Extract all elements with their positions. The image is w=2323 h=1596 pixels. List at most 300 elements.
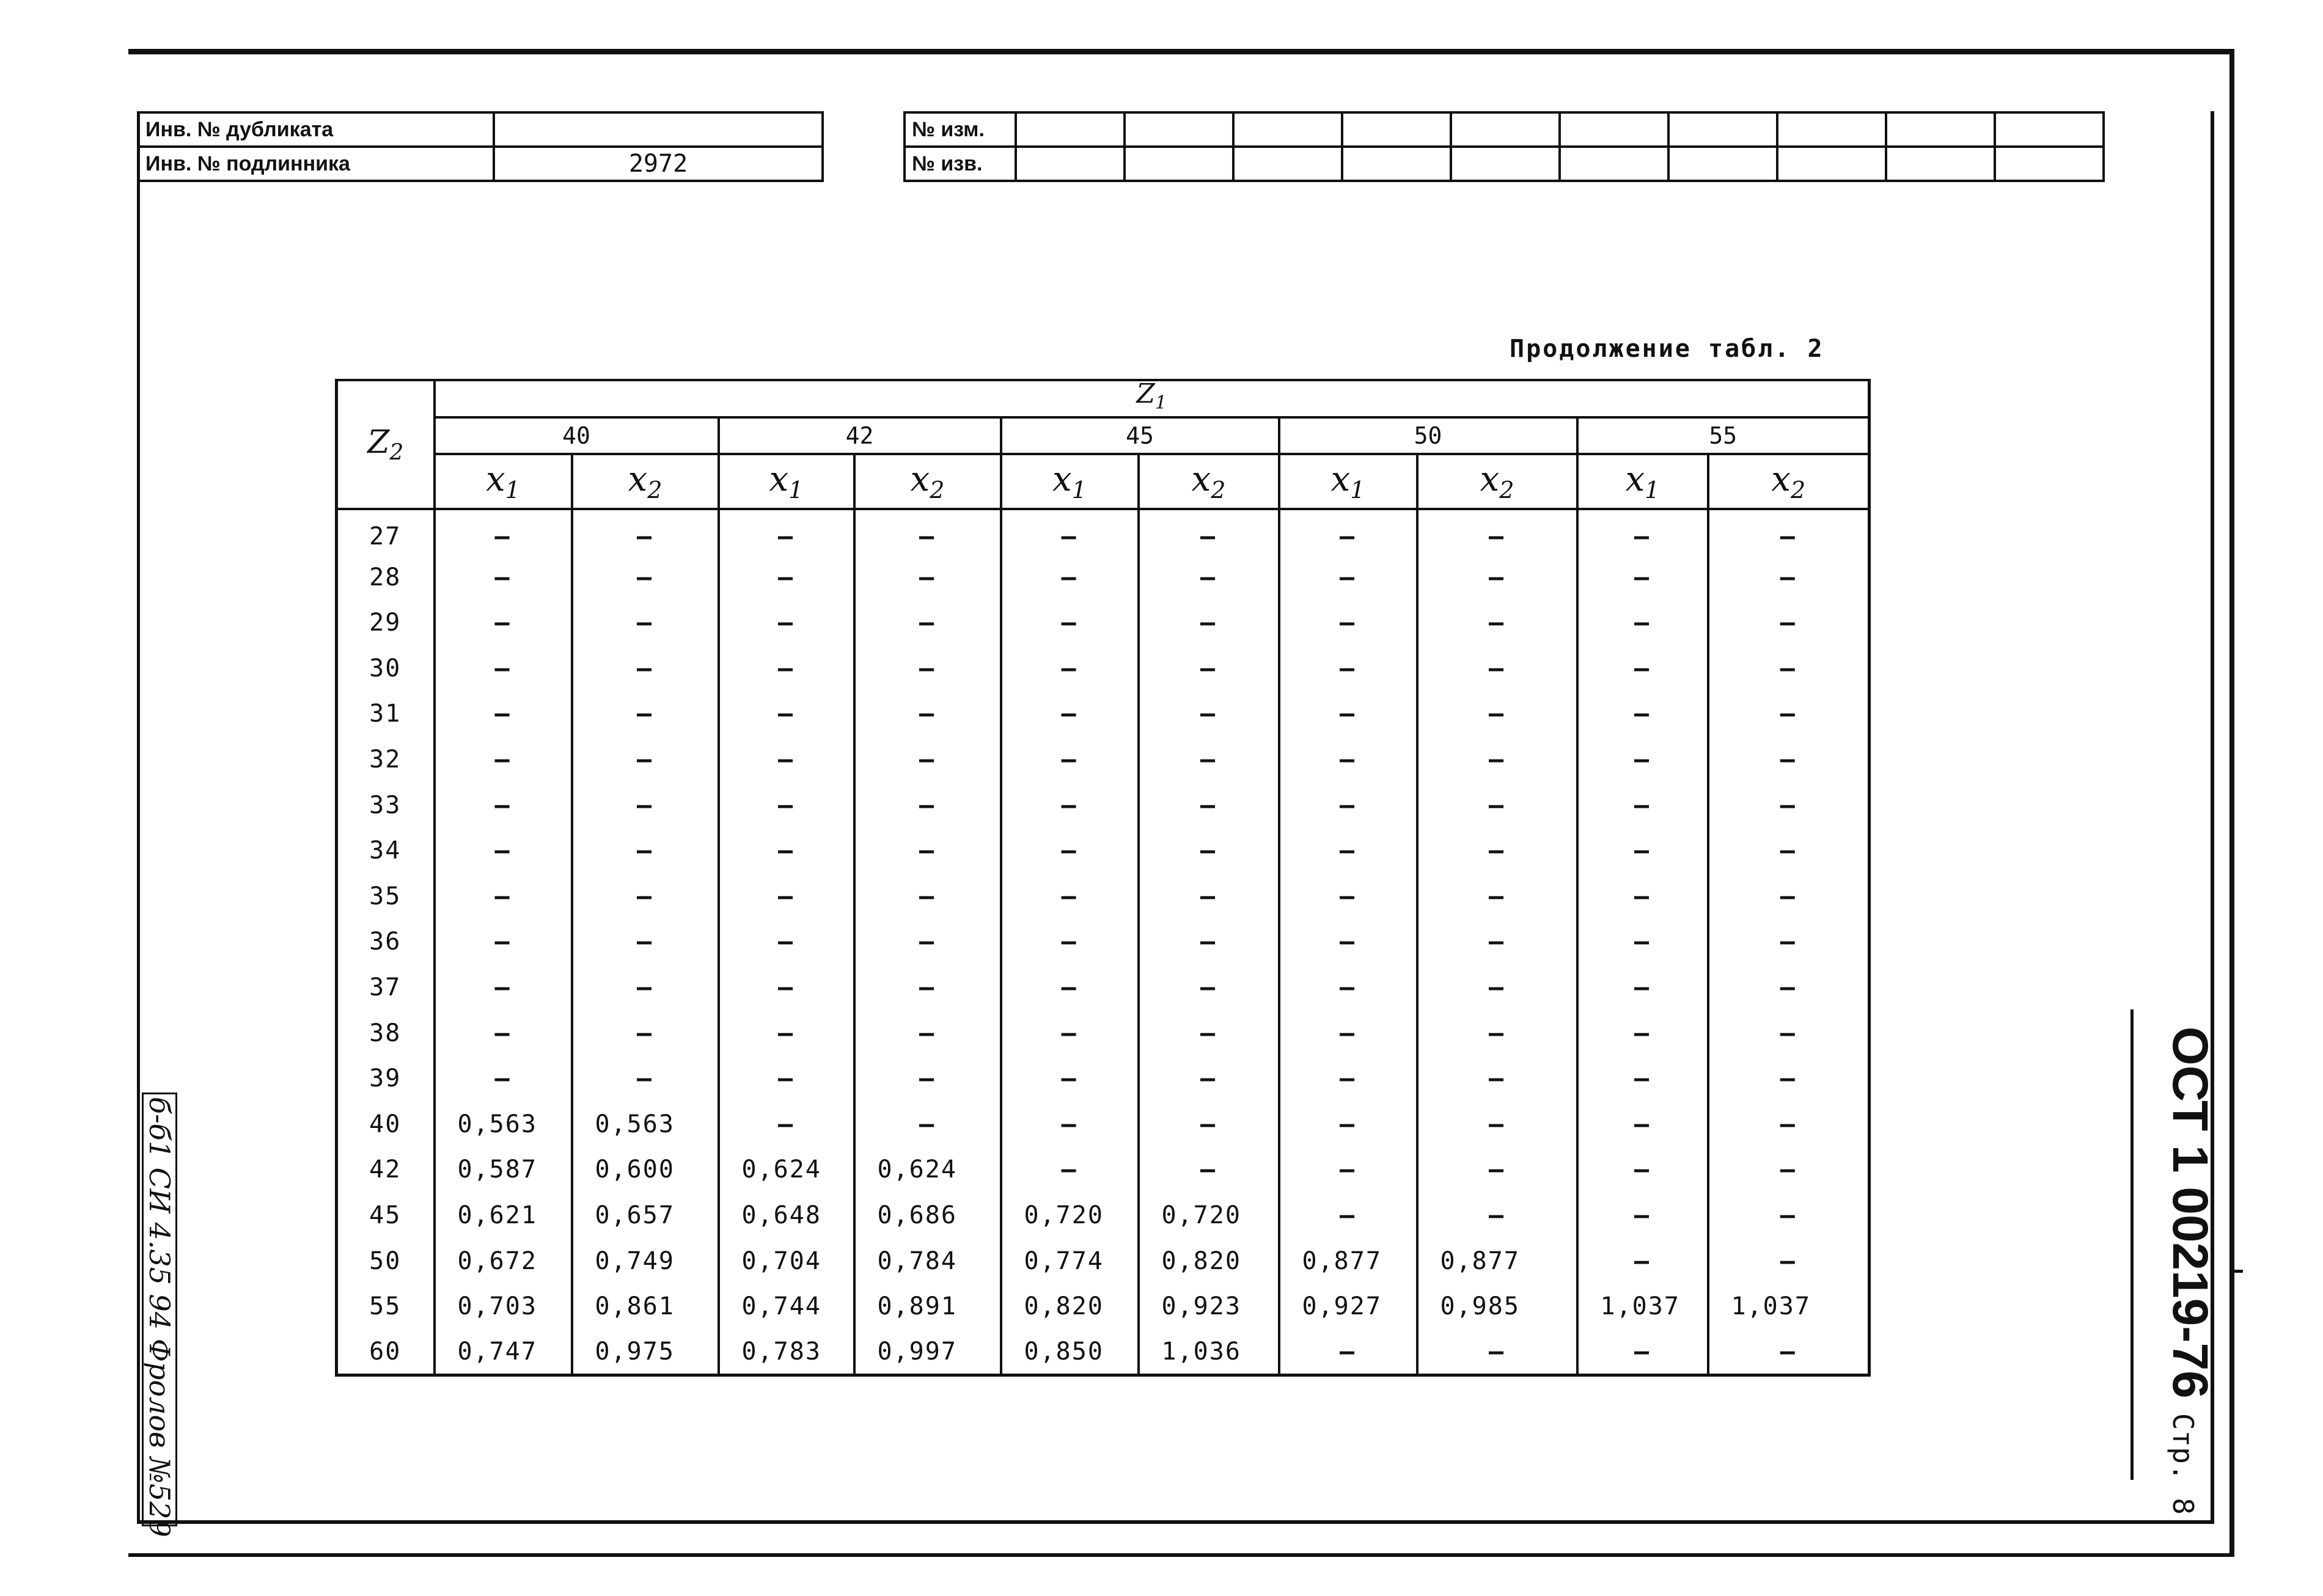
table-cell: – [719, 1010, 854, 1056]
table-cell: – [1001, 509, 1139, 555]
group-header: 45 [1001, 417, 1279, 454]
table-cell: – [719, 554, 854, 600]
top-rule [128, 49, 2234, 54]
table-cell: 0,927 [1279, 1284, 1417, 1330]
z2-value: 50 [337, 1238, 435, 1284]
table-cell: – [1279, 509, 1417, 555]
table-cell: 0,749 [572, 1238, 719, 1284]
table-cell: – [719, 1056, 854, 1102]
table-cell: – [1577, 828, 1708, 874]
table-cell: 0,600 [572, 1147, 719, 1193]
table-cell: – [1001, 691, 1139, 737]
table-cell: – [1139, 1102, 1279, 1148]
table-cell: – [1577, 737, 1708, 783]
z2-value: 29 [337, 600, 435, 646]
table-cell: 0,985 [1417, 1284, 1577, 1330]
table-cell: – [435, 691, 572, 737]
table-cell: – [719, 965, 854, 1011]
table-cell: – [1279, 1193, 1417, 1239]
table-cell: – [1139, 554, 1279, 600]
table-cell: 0,747 [435, 1329, 572, 1375]
table-row [337, 965, 1870, 1011]
x-subscript: 1 [788, 476, 804, 503]
table-cell: 0,686 [854, 1193, 1001, 1239]
table-row [337, 1284, 1870, 1330]
table-cell: – [572, 828, 719, 874]
table-cell: – [1708, 737, 1870, 783]
table-cell: 0,624 [854, 1147, 1001, 1193]
revision-box [903, 111, 2105, 182]
table-cell: – [1139, 646, 1279, 692]
table-cell: – [1708, 919, 1870, 965]
table-row [337, 919, 1870, 965]
table-cell: – [1577, 554, 1708, 600]
table-cell: – [1279, 1329, 1417, 1375]
table-cell: – [1417, 1147, 1577, 1193]
table-cell: – [719, 1102, 854, 1148]
table-cell: – [1417, 737, 1577, 783]
z2-value: 38 [337, 1010, 435, 1056]
z2-value: 40 [337, 1102, 435, 1148]
table-cell: – [854, 554, 1001, 600]
table-cell: – [854, 1010, 1001, 1056]
table-cell: – [854, 1102, 1001, 1148]
table-cell: – [854, 646, 1001, 692]
table-cell: – [1708, 509, 1870, 555]
z2-header [337, 380, 435, 509]
notice-label: № изв. [905, 147, 1016, 181]
table-row [337, 1238, 1870, 1284]
table-cell: – [1001, 1056, 1139, 1102]
table-cell: – [572, 1056, 719, 1102]
table-cell: – [572, 919, 719, 965]
table-cell: – [1417, 646, 1577, 692]
table-cell: – [572, 600, 719, 646]
group-header: 55 [1577, 417, 1870, 454]
table-row [337, 782, 1870, 828]
table-row [337, 874, 1870, 920]
table-cell: – [1708, 1010, 1870, 1056]
table-row [337, 1010, 1870, 1056]
x2-header [1708, 454, 1870, 509]
cell [1451, 147, 1560, 181]
table-cell: – [1001, 828, 1139, 874]
cell [1668, 112, 1777, 147]
table-cell: – [1279, 919, 1417, 965]
x-letter: x [628, 459, 648, 499]
table-cell: – [1708, 1329, 1870, 1375]
x-subscript: 1 [505, 476, 520, 503]
z2-subscript: 2 [389, 440, 404, 466]
cell [1886, 147, 1995, 181]
stamp-text: б-б1 СИ 4.35 94 Фролов №529 [143, 1097, 176, 1537]
x-header-row [337, 454, 1870, 509]
outer-right-rule [2229, 53, 2234, 1557]
table-cell: – [435, 600, 572, 646]
cell [1886, 112, 1995, 147]
group-header-row [337, 417, 1870, 454]
table-cell: – [1279, 600, 1417, 646]
x2-header [854, 454, 1001, 509]
table-cell: – [572, 554, 719, 600]
table-cell: – [1001, 874, 1139, 920]
z2-value: 30 [337, 646, 435, 692]
table-cell: – [854, 691, 1001, 737]
cell [1125, 147, 1233, 181]
x-subscript: 1 [1350, 476, 1365, 503]
cell [1668, 147, 1777, 181]
table-cell: – [1279, 1056, 1417, 1102]
table-cell: – [1001, 600, 1139, 646]
table-cell: – [572, 874, 719, 920]
table-cell: – [1417, 691, 1577, 737]
table-cell: – [1577, 646, 1708, 692]
z2-value: 39 [337, 1056, 435, 1102]
table-cell: 0,621 [435, 1193, 572, 1239]
table-caption: Продолжение табл. 2 [1510, 335, 1824, 363]
x-subscript: 2 [1211, 476, 1226, 503]
table-row [337, 737, 1870, 783]
bottom-rule [128, 1553, 2234, 1557]
table-cell: – [435, 509, 572, 555]
group-header: 50 [1279, 417, 1577, 454]
table-cell: – [1001, 1102, 1139, 1148]
original-label: Инв. № подлинника [138, 147, 494, 181]
z2-value: 45 [337, 1193, 435, 1239]
edge-tick [2234, 1270, 2243, 1273]
table-cell: – [1708, 1102, 1870, 1148]
z1-header-row [337, 380, 1870, 417]
x-letter: x [486, 459, 505, 499]
z2-value: 32 [337, 737, 435, 783]
table-cell: 0,923 [1139, 1284, 1279, 1330]
change-label: № изм. [905, 112, 1016, 147]
table-cell: – [1001, 965, 1139, 1011]
table-cell: 0,877 [1279, 1238, 1417, 1284]
table-cell: – [1001, 646, 1139, 692]
table-row [337, 600, 1870, 646]
table-cell: – [1139, 509, 1279, 555]
table-cell: 0,648 [719, 1193, 854, 1239]
table-cell: – [1708, 646, 1870, 692]
x-subscript: 1 [1645, 476, 1660, 503]
table-cell: 1,037 [1577, 1284, 1708, 1330]
x-letter: x [1480, 459, 1500, 499]
table-row [337, 1102, 1870, 1148]
table-cell: – [1708, 828, 1870, 874]
cell [1016, 147, 1125, 181]
duplicate-value [494, 112, 823, 147]
table-cell: – [1577, 965, 1708, 1011]
table-cell: – [435, 874, 572, 920]
designation-rule [2130, 1009, 2134, 1480]
table-cell: – [1139, 691, 1279, 737]
table-cell: – [1139, 919, 1279, 965]
z2-value: 37 [337, 965, 435, 1011]
original-row [138, 147, 823, 181]
z1-header [435, 380, 1870, 417]
table-cell: 0,820 [1139, 1238, 1279, 1284]
x-subscript: 2 [1790, 476, 1806, 503]
table-row [337, 1193, 1870, 1239]
table-cell: – [1001, 554, 1139, 600]
table-cell: – [1577, 509, 1708, 555]
table-cell: – [719, 782, 854, 828]
table-cell: – [719, 919, 854, 965]
table-cell: – [435, 646, 572, 692]
table-cell: 0,563 [435, 1102, 572, 1148]
table-cell: 0,975 [572, 1329, 719, 1375]
z2-value: 42 [337, 1147, 435, 1193]
table-cell: – [1417, 782, 1577, 828]
table-cell: – [1417, 509, 1577, 555]
table-cell: – [854, 874, 1001, 920]
table-cell: – [1417, 828, 1577, 874]
table-cell: – [1577, 919, 1708, 965]
group-header: 40 [435, 417, 719, 454]
table-row [337, 509, 1870, 555]
table-cell: – [1577, 691, 1708, 737]
table-cell: – [1708, 600, 1870, 646]
designation-code: ОСТ 1 00219-76 [2162, 1027, 2218, 1399]
table-cell: – [1417, 600, 1577, 646]
table-cell: 0,703 [435, 1284, 572, 1330]
table-cell: 1,037 [1708, 1284, 1870, 1330]
x2-header [1417, 454, 1577, 509]
x1-header [1577, 454, 1708, 509]
table-cell: – [854, 919, 1001, 965]
group-header: 42 [719, 417, 1001, 454]
table-cell: – [1139, 737, 1279, 783]
table-cell: – [1139, 1147, 1279, 1193]
table-cell: 0,704 [719, 1238, 854, 1284]
cell [1995, 147, 2104, 181]
table-row [337, 554, 1870, 600]
table-cell: – [1577, 1102, 1708, 1148]
z2-letter: Z [367, 423, 390, 461]
table-cell: – [1139, 1056, 1279, 1102]
z2-value: 28 [337, 554, 435, 600]
x-letter: x [910, 459, 930, 499]
table-cell: 0,784 [854, 1238, 1001, 1284]
x-subscript: 1 [1071, 476, 1087, 503]
table-cell: – [1139, 828, 1279, 874]
table-cell: – [1577, 1147, 1708, 1193]
table-cell: 1,036 [1139, 1329, 1279, 1375]
x1-header [1279, 454, 1417, 509]
z2-value: 34 [337, 828, 435, 874]
cell [1016, 112, 1125, 147]
table-cell: – [1279, 965, 1417, 1011]
table-cell: – [572, 737, 719, 783]
table-cell: – [1708, 965, 1870, 1011]
table-cell: – [572, 646, 719, 692]
table-cell: – [435, 919, 572, 965]
table-cell: – [1417, 1329, 1577, 1375]
table-cell: – [1708, 691, 1870, 737]
table-cell: 0,774 [1001, 1238, 1139, 1284]
table-cell: – [1001, 1147, 1139, 1193]
table-cell: – [854, 600, 1001, 646]
z2-value: 31 [337, 691, 435, 737]
x-letter: x [1191, 459, 1211, 499]
x-letter: x [1771, 459, 1791, 499]
table-cell: – [1001, 737, 1139, 783]
duplicate-row [138, 112, 823, 147]
z1-subscript: 1 [1154, 392, 1167, 414]
x-subscript: 2 [930, 476, 945, 503]
z2-value: 60 [337, 1329, 435, 1375]
table-cell: – [1139, 965, 1279, 1011]
table-cell: 0,563 [572, 1102, 719, 1148]
x-subscript: 2 [1499, 476, 1514, 503]
table-cell: – [1708, 1147, 1870, 1193]
table-cell: – [854, 509, 1001, 555]
cell [1560, 112, 1668, 147]
table-cell: 0,657 [572, 1193, 719, 1239]
table-cell: – [1577, 1010, 1708, 1056]
table-cell: – [1279, 554, 1417, 600]
x2-header [1139, 454, 1279, 509]
table-cell: – [1279, 1147, 1417, 1193]
document-designation [2161, 1027, 2218, 1515]
inventory-box [137, 111, 824, 182]
notice-row [905, 147, 2104, 181]
page-label: Стр. 8 [2167, 1413, 2200, 1515]
cell [1233, 147, 1342, 181]
table-cell: – [435, 737, 572, 783]
table-row [337, 1056, 1870, 1102]
table-cell: – [1279, 691, 1417, 737]
table-cell: 0,672 [435, 1238, 572, 1284]
cell [1125, 112, 1233, 147]
table-cell: 0,720 [1001, 1193, 1139, 1239]
table-cell: – [854, 737, 1001, 783]
table-cell: 0,624 [719, 1147, 854, 1193]
cell [1560, 147, 1668, 181]
table-cell: – [719, 646, 854, 692]
x-letter: x [1330, 459, 1351, 499]
original-value: 2972 [494, 147, 823, 181]
table-row [337, 691, 1870, 737]
table-cell: – [1279, 782, 1417, 828]
table-cell: – [1417, 919, 1577, 965]
table-cell: – [435, 782, 572, 828]
x2-header [572, 454, 719, 509]
cell [1342, 112, 1451, 147]
table-cell: – [1708, 1193, 1870, 1239]
table-cell: – [1279, 1102, 1417, 1148]
table-cell: – [719, 737, 854, 783]
table-cell: – [572, 782, 719, 828]
table-cell: – [1708, 1238, 1870, 1284]
table-cell: – [1417, 1102, 1577, 1148]
table-cell: – [1577, 600, 1708, 646]
table-cell: – [1417, 874, 1577, 920]
table-cell: – [1139, 874, 1279, 920]
cell [1342, 147, 1451, 181]
cell [1233, 112, 1342, 147]
table-cell: – [1417, 1056, 1577, 1102]
x1-header [719, 454, 854, 509]
table-cell: – [435, 554, 572, 600]
table-cell: – [719, 874, 854, 920]
z2-value: 55 [337, 1284, 435, 1330]
table-cell: – [572, 1010, 719, 1056]
table-cell: – [435, 1056, 572, 1102]
x-letter: x [1625, 459, 1645, 499]
table-cell: – [719, 600, 854, 646]
table-cell: – [1001, 782, 1139, 828]
x-subscript: 2 [647, 476, 662, 503]
table-cell: – [1708, 874, 1870, 920]
table-cell: 0,861 [572, 1284, 719, 1330]
table-cell: – [1417, 965, 1577, 1011]
x1-header [435, 454, 572, 509]
table-cell: – [1577, 1329, 1708, 1375]
table-body [337, 509, 1870, 1375]
x1-header [1001, 454, 1139, 509]
table-cell: – [1417, 1193, 1577, 1239]
table-cell: – [1577, 782, 1708, 828]
table-cell: – [1577, 1238, 1708, 1284]
table-cell: – [572, 509, 719, 555]
z2-value: 35 [337, 874, 435, 920]
table-cell: 0,877 [1417, 1238, 1577, 1284]
z2-value: 36 [337, 919, 435, 965]
change-row [905, 112, 2104, 147]
table-cell: – [1139, 782, 1279, 828]
table-cell: – [1279, 828, 1417, 874]
table-row [337, 646, 1870, 692]
table-cell: – [719, 509, 854, 555]
cell [1777, 112, 1886, 147]
x-letter: x [769, 459, 789, 499]
duplicate-label: Инв. № дубликата [138, 112, 494, 147]
table-cell: – [1417, 1010, 1577, 1056]
table-cell: – [854, 782, 1001, 828]
table-cell: – [1279, 1010, 1417, 1056]
z2-value: 33 [337, 782, 435, 828]
data-table [335, 379, 1871, 1377]
table-cell: – [1577, 1056, 1708, 1102]
z1-letter: Z [1136, 378, 1155, 409]
table-row [337, 828, 1870, 874]
cell [1777, 147, 1886, 181]
table-row [337, 1329, 1870, 1375]
table-cell: 0,587 [435, 1147, 572, 1193]
cell [1995, 112, 2104, 147]
table-cell: – [1708, 554, 1870, 600]
table-cell: – [1279, 737, 1417, 783]
table-cell: – [572, 691, 719, 737]
x-letter: x [1052, 459, 1072, 499]
table-cell: – [854, 828, 1001, 874]
table-cell: – [1139, 1010, 1279, 1056]
table-cell: – [1279, 874, 1417, 920]
table-cell: – [719, 691, 854, 737]
table-cell: 0,744 [719, 1284, 854, 1330]
table-cell: 0,720 [1139, 1193, 1279, 1239]
table-cell: 0,783 [719, 1329, 854, 1375]
table-cell: – [1577, 1193, 1708, 1239]
table-cell: – [1708, 782, 1870, 828]
table-cell: – [1139, 600, 1279, 646]
table-cell: 0,820 [1001, 1284, 1139, 1330]
table-cell: – [719, 828, 854, 874]
table-cell: – [1577, 874, 1708, 920]
table-cell: – [435, 965, 572, 1011]
